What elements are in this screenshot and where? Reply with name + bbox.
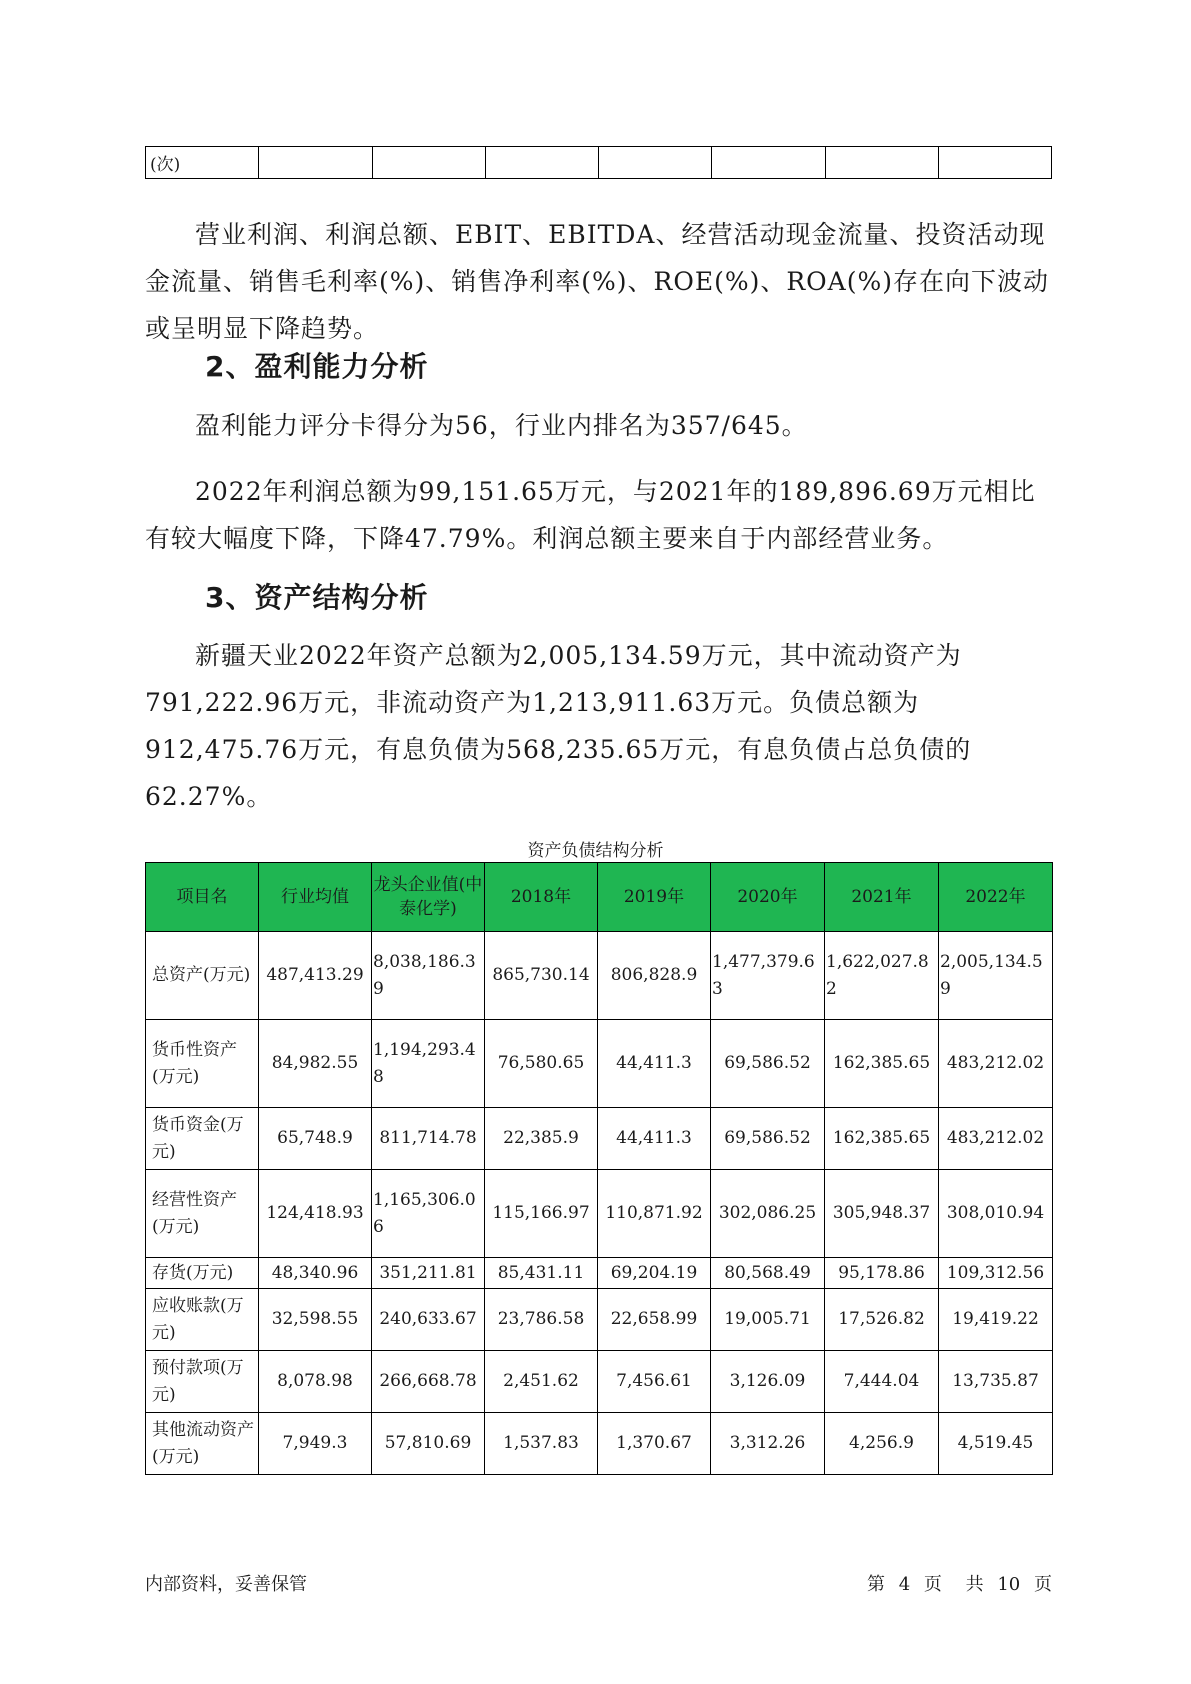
- table-body: [146, 932, 1053, 1475]
- table-cell: 85,431.11: [485, 1258, 598, 1289]
- table-cell: (次): [146, 147, 259, 179]
- top-table-fragment: [145, 146, 1052, 179]
- section-heading-asset-structure: 3、资产结构分析: [205, 581, 429, 614]
- table-cell: 308,010.94: [939, 1170, 1053, 1258]
- table-cell: 76,580.65: [485, 1020, 598, 1108]
- table-cell: 7,949.3: [259, 1413, 372, 1475]
- table-cell: 69,586.52: [711, 1020, 825, 1108]
- table-cell: 44,411.3: [598, 1020, 711, 1108]
- table-cell: 487,413.29: [259, 932, 372, 1020]
- table-cell: 32,598.55: [259, 1289, 372, 1351]
- table-cell: 305,948.37: [825, 1170, 939, 1258]
- table-cell: 17,526.82: [825, 1289, 939, 1351]
- table-cell: 19,005.71: [711, 1289, 825, 1351]
- row-label-cell: 经营性资产(万元): [146, 1170, 259, 1258]
- table-cell: 1,537.83: [485, 1413, 598, 1475]
- table-cell: 22,385.9: [485, 1108, 598, 1170]
- row-label-cell: 预付款项(万元): [146, 1351, 259, 1413]
- table-cell: 115,166.97: [485, 1170, 598, 1258]
- table-cell: 302,086.25: [711, 1170, 825, 1258]
- table-row: [146, 1020, 1053, 1108]
- table-cell: 124,418.93: [259, 1170, 372, 1258]
- table-cell: 95,178.86: [825, 1258, 939, 1289]
- table-cell: 806,828.9: [598, 932, 711, 1020]
- row-label-cell: 其他流动资产(万元): [146, 1413, 259, 1475]
- row-label-cell: 应收账款(万元): [146, 1289, 259, 1351]
- column-header: 2021年: [825, 863, 939, 932]
- table-cell: 109,312.56: [939, 1258, 1053, 1289]
- table-cell: 44,411.3: [598, 1108, 711, 1170]
- table-row: [146, 1108, 1053, 1170]
- table-cell: 8,078.98: [259, 1351, 372, 1413]
- column-header: 项目名: [146, 863, 259, 932]
- column-header: 龙头企业值(中泰化学): [372, 863, 485, 932]
- table-cell: 1,477,379.63: [711, 932, 825, 1020]
- footer-page-number: 第 4 页 共 10 页: [866, 1574, 1052, 1595]
- table-cell: 483,212.02: [939, 1020, 1053, 1108]
- table-header-row: [146, 863, 1053, 932]
- table-cell: 1,622,027.82: [825, 932, 939, 1020]
- table-cell: 69,586.52: [711, 1108, 825, 1170]
- table-cell: 110,871.92: [598, 1170, 711, 1258]
- table-cell: 266,668.78: [372, 1351, 485, 1413]
- paragraph-trend: 营业利润、利润总额、EBIT、EBITDA、经营活动现金流量、投资活动现金流量、销售毛利率(%)、销售净利率(%)、ROE(%)、ROA(%)存在向下波动或呈明显下降趋势。: [145, 220, 1049, 343]
- footer-confidential-note: 内部资料，妥善保管: [145, 1574, 307, 1595]
- table-cell: 162,385.65: [825, 1020, 939, 1108]
- table-cell: 80,568.49: [711, 1258, 825, 1289]
- column-header: 2020年: [711, 863, 825, 932]
- table-row: [146, 1258, 1053, 1289]
- row-label-cell: 货币性资产(万元): [146, 1020, 259, 1108]
- table-row: [146, 1170, 1053, 1258]
- table-cell: 7,456.61: [598, 1351, 711, 1413]
- table-cell: 3,312.26: [711, 1413, 825, 1475]
- table-row: [146, 1289, 1053, 1351]
- table-row: [146, 147, 1052, 179]
- table-cell: 2,451.62: [485, 1351, 598, 1413]
- column-header: 行业均值: [259, 863, 372, 932]
- table-cell: 162,385.65: [825, 1108, 939, 1170]
- table-cell: 22,658.99: [598, 1289, 711, 1351]
- table-cell: 48,340.96: [259, 1258, 372, 1289]
- table-cell: 7,444.04: [825, 1351, 939, 1413]
- table-cell: 1,165,306.06: [372, 1170, 485, 1258]
- table-cell: 65,748.9: [259, 1108, 372, 1170]
- table-cell: 1,370.67: [598, 1413, 711, 1475]
- table-cell: 8,038,186.39: [372, 932, 485, 1020]
- table-cell: 13,735.87: [939, 1351, 1053, 1413]
- paragraph-profit: 2022年利润总额为99,151.65万元，与2021年的189,896.69万元相比有较大幅度下降，下降47.79%。利润总额主要来自于内部经营业务。: [145, 477, 1036, 553]
- table-cell: 811,714.78: [372, 1108, 485, 1170]
- table-cell: 84,982.55: [259, 1020, 372, 1108]
- table-cell: 4,256.9: [825, 1413, 939, 1475]
- row-label-cell: 货币资金(万元): [146, 1108, 259, 1170]
- table-cell: 69,204.19: [598, 1258, 711, 1289]
- table-cell: 1,194,293.48: [372, 1020, 485, 1108]
- table-cell: 4,519.45: [939, 1413, 1053, 1475]
- table-row: [146, 1351, 1053, 1413]
- paragraph-assets: 新疆天业2022年资产总额为2,005,134.59万元，其中流动资产为791,222.96万元，非流动资产为1,213,911.63万元。负债总额为912,475.76万元，有息负债为568,235.65万元，有息负债占总负债的62.27%。: [145, 641, 972, 811]
- column-header: 2018年: [485, 863, 598, 932]
- table-cell: 865,730.14: [485, 932, 598, 1020]
- column-header: 2022年: [939, 863, 1053, 932]
- asset-liability-table: [145, 862, 1053, 1475]
- table-cell: 483,212.02: [939, 1108, 1053, 1170]
- table-cell: 351,211.81: [372, 1258, 485, 1289]
- table-cell: 240,633.67: [372, 1289, 485, 1351]
- table-row: [146, 1413, 1053, 1475]
- row-label-cell: 总资产(万元): [146, 932, 259, 1020]
- paragraph-score: 盈利能力评分卡得分为56，行业内排名为357/645。: [195, 411, 808, 440]
- table-cell: 3,126.09: [711, 1351, 825, 1413]
- table-cell: 23,786.58: [485, 1289, 598, 1351]
- row-label-cell: 存货(万元): [146, 1258, 259, 1289]
- section-heading-profitability: 2、盈利能力分析: [205, 350, 429, 383]
- table-cell: 19,419.22: [939, 1289, 1053, 1351]
- table-caption: 资产负债结构分析: [527, 841, 664, 861]
- table-cell: 2,005,134.59: [939, 932, 1053, 1020]
- table-row: [146, 932, 1053, 1020]
- table-cell: 57,810.69: [372, 1413, 485, 1475]
- column-header: 2019年: [598, 863, 711, 932]
